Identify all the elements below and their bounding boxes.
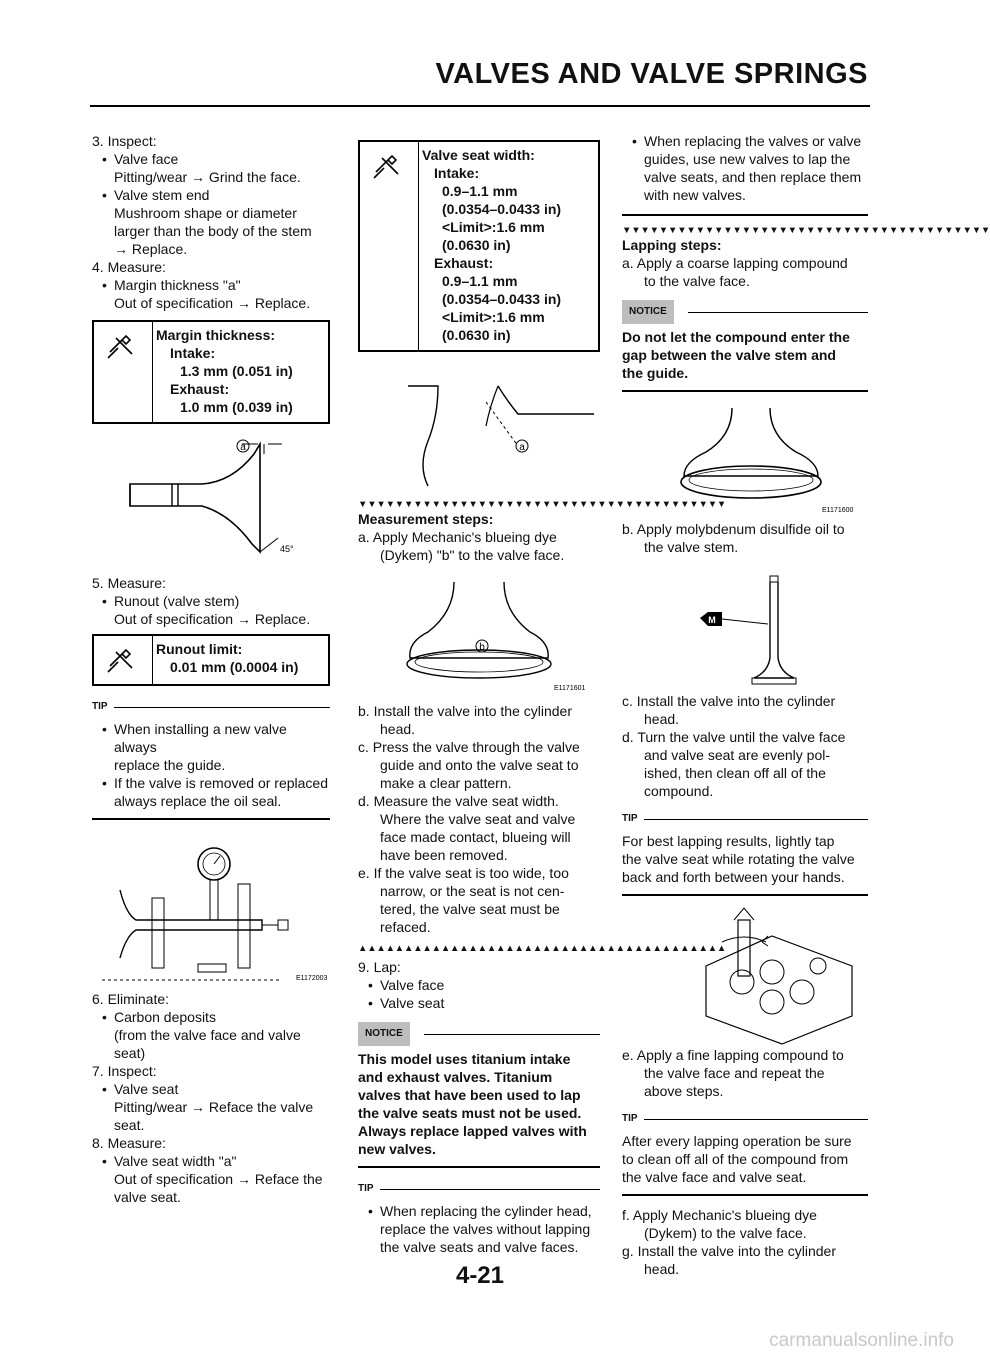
text-line: always replace the oil seal.: [114, 793, 282, 809]
notice-block-2: [622, 300, 868, 392]
step-7-heading: 7. Inspect:: [92, 1063, 157, 1079]
notice-line: the valve seats must not be used.: [358, 1105, 582, 1121]
lapping-step-a: a. Apply a coarse lapping compound to the valve face.: [622, 255, 848, 289]
text-line: seat): [114, 1045, 146, 1061]
notice-line: Always replace lapped valves with: [358, 1123, 587, 1139]
wrench-icon: [372, 152, 406, 182]
tip-line: to clean off all of the compound from: [622, 1151, 849, 1167]
runout-diagram: [92, 834, 330, 984]
angle-label: 45°: [280, 544, 294, 554]
spec-box-runout-limit: [92, 634, 330, 686]
text-line: replace the valves without lapping: [380, 1221, 591, 1237]
figure-label-a: a: [519, 442, 525, 453]
notice-line: gap between the valve stem and: [622, 347, 836, 363]
spec-line: Intake:: [170, 345, 216, 361]
text-line: with new valves.: [644, 187, 746, 203]
measurement-step-d: d. Measure the valve seat width. Where the valve seat and valve face made contact, blueing will have been removed.: [358, 793, 576, 863]
figure-runout: [92, 834, 330, 984]
lapping-step-e: e. Apply a fine lapping compound to the valve face and repeat the above steps.: [622, 1047, 844, 1099]
notice-line: Do not let the compound enter the: [622, 329, 850, 345]
tip-line: the valve face and valve seat.: [622, 1169, 807, 1185]
text-line: Out of specification → Replace.: [114, 611, 311, 627]
notice-badge: NOTICE: [622, 300, 674, 324]
column-1: [92, 132, 330, 1206]
notice-line: new valves.: [358, 1141, 436, 1157]
page-number: 4-21: [455, 1262, 505, 1289]
tip-bullet: • When replacing the cylinder head,: [358, 1202, 600, 1220]
tip-line: For best lapping results, lightly tap: [622, 833, 835, 849]
figure-lapping-tool: [622, 906, 868, 1046]
lapping-step-d: d. Turn the valve until the valve face and valve seat are evenly pol- ished, then clean off all of the compound.: [622, 729, 846, 799]
text-line: Pitting/wear → Reface the valve: [114, 1099, 314, 1115]
valve-margin-diagram: [92, 434, 330, 574]
spec-line: Exhaust:: [170, 381, 230, 397]
lapping-step-f: f. Apply Mechanic's blueing dye (Dykem) to the valve face.: [622, 1207, 817, 1241]
lapping-steps-heading: Lapping steps:: [622, 237, 722, 253]
spec-title: Margin thickness:: [156, 327, 276, 343]
spec-line: Exhaust:: [434, 255, 494, 271]
steps-start-marker: ▼▼▼▼▼▼▼▼▼▼▼▼▼▼▼▼▼▼▼▼▼▼▼▼▼▼▼▼▼▼▼▼▼▼▼▼▼▼▼▼: [358, 499, 727, 510]
bullet-valve-seat-width: • Valve seat width "a": [92, 1152, 330, 1170]
step-6-heading: 6. Eliminate:: [92, 991, 170, 1007]
figure-coarse-compound: [622, 400, 868, 520]
text-line: Mushroom shape or diameter: [114, 205, 297, 221]
figure-code: E1172003: [296, 975, 328, 982]
bullet-valve-seat: • Valve seat: [358, 994, 600, 1012]
text-line: Out of specification → Reface the: [114, 1171, 323, 1187]
measurement-steps-heading: Measurement steps:: [358, 511, 494, 527]
tip-line: back and forth between your hands.: [622, 869, 845, 885]
notice-line: This model uses titanium intake: [358, 1051, 571, 1067]
tip-label: TIP: [92, 701, 108, 712]
steps-start-marker: ▼▼▼▼▼▼▼▼▼▼▼▼▼▼▼▼▼▼▼▼▼▼▼▼▼▼▼▼▼▼▼▼▼▼▼▼▼▼▼▼: [622, 225, 990, 236]
figure-moly-oil: [622, 562, 868, 692]
wrench-icon: [106, 646, 140, 676]
lapping-step-b: b. Apply molybdenum disulfide oil to the valve stem.: [622, 521, 845, 555]
tip-label: TIP: [622, 1113, 638, 1124]
step-3-heading: 3. Inspect:: [92, 133, 157, 149]
watermark-link[interactable]: carmanualsonline.info: [769, 1330, 954, 1351]
text-line: valve seats, and then replace them: [644, 169, 862, 185]
tip-label: TIP: [358, 1183, 374, 1194]
text-line: Pitting/wear → Grind the face.: [114, 169, 301, 185]
step-5-heading: 5. Measure:: [92, 575, 166, 591]
text-line: (from the valve face and valve: [114, 1027, 301, 1043]
tip-line: the valve seat while rotating the valve: [622, 851, 855, 867]
tip-block-2: [358, 1180, 600, 1256]
notice-badge: NOTICE: [358, 1022, 410, 1046]
column-3: [622, 132, 990, 1278]
spec-value: 0.01 mm (0.0004 in): [170, 659, 299, 675]
tip-block-3: [622, 810, 868, 896]
figure-code: E1171601: [554, 685, 586, 692]
spec-value: (0.0630 in): [442, 327, 511, 343]
text-line: Out of specification → Replace.: [114, 295, 311, 311]
bullet-runout: • Runout (valve stem): [92, 592, 330, 610]
spec-value: 1.0 mm (0.039 in): [180, 399, 293, 415]
spec-box-valve-seat-width: [358, 140, 600, 352]
tip-bullet: • When replacing the valves or valve: [622, 132, 868, 150]
step-9-heading: 9. Lap:: [358, 959, 401, 975]
notice-line: valves that have been used to lap: [358, 1087, 581, 1103]
lapping-step-g: g. Install the valve into the cylinder head.: [622, 1243, 837, 1277]
notice-line: the guide.: [622, 365, 689, 381]
figure-margin-thickness: [92, 434, 330, 574]
text-line: the valve seats and valve faces.: [380, 1239, 579, 1255]
measurement-step-a: a. Apply Mechanic's blueing dye (Dykem) "b" to the valve face.: [358, 529, 565, 563]
bullet-margin-thickness: • Margin thickness "a": [92, 276, 330, 294]
figure-label-a: a: [240, 442, 246, 453]
lapping-step-c: c. Install the valve into the cylinder head.: [622, 693, 836, 727]
spec-value: <Limit>:1.6 mm: [442, 309, 545, 325]
figure-code: E1171600: [822, 507, 854, 514]
tip-bullet: • When installing a new valve always: [92, 720, 330, 756]
tip-block-2-continued: [622, 132, 868, 216]
measurement-step-e: e. If the valve seat is too wide, too narrow, or the seat is not cen- tered, the valve seat must be refaced.: [358, 865, 569, 935]
figure-blueing: [358, 572, 600, 702]
notice-block-1: [358, 1022, 600, 1168]
measurement-step-c: c. Press the valve through the valve guide and onto the valve seat to make a clear pattern.: [358, 739, 580, 791]
bullet-valve-stem-end: • Valve stem end: [92, 186, 330, 204]
cylinder-head-diagram: [622, 906, 868, 1046]
spec-box-margin-thickness: [92, 320, 330, 424]
tip-bullet: • If the valve is removed or replaced: [92, 774, 330, 792]
tip-label: TIP: [622, 813, 638, 824]
steps-end-marker: ▲▲▲▲▲▲▲▲▲▲▲▲▲▲▲▲▲▲▲▲▲▲▲▲▲▲▲▲▲▲▲▲▲▲▲▲▲▲▲▲: [358, 943, 727, 954]
bullet-valve-face: • Valve face: [358, 976, 600, 994]
valve-seat-diagram: [358, 366, 600, 496]
text-line: valve seat.: [114, 1189, 181, 1205]
header-rule: [90, 105, 870, 107]
bullet-valve-seat: • Valve seat: [92, 1080, 330, 1098]
tip-block-4: [622, 1110, 868, 1196]
spec-title: Valve seat width:: [422, 147, 535, 163]
step-4-heading: 4. Measure:: [92, 259, 166, 275]
figure-label-b: b: [479, 642, 485, 653]
spec-value: (0.0354–0.0433 in): [442, 291, 562, 307]
spec-value: (0.0354–0.0433 in): [442, 201, 562, 217]
blueing-diagram: [358, 572, 600, 702]
tip-block-1: [92, 698, 330, 820]
bullet-valve-face: • Valve face: [92, 150, 330, 168]
spec-title: Runout limit:: [156, 641, 243, 657]
text-line: → Replace.: [114, 241, 188, 257]
figure-valve-seat-width: [358, 366, 600, 496]
spec-value: 0.9–1.1 mm: [442, 273, 518, 289]
step-8-heading: 8. Measure:: [92, 1135, 166, 1151]
bullet-carbon-deposits: • Carbon deposits: [92, 1008, 330, 1026]
spec-line: Intake:: [434, 165, 480, 181]
wrench-icon: [106, 332, 140, 362]
text-line: seat.: [114, 1117, 145, 1133]
text-line: larger than the body of the stem: [114, 223, 312, 239]
text-line: guides, use new valves to lap the: [644, 151, 851, 167]
valve-stem-diagram: [622, 562, 868, 692]
moly-oil-icon: M: [708, 615, 716, 625]
spec-value: (0.0630 in): [442, 237, 511, 253]
text-line: replace the guide.: [114, 757, 226, 773]
spec-value: 1.3 mm (0.051 in): [180, 363, 293, 379]
page-title: VALVES AND VALVE SPRINGS: [435, 58, 868, 90]
notice-line: and exhaust valves. Titanium: [358, 1069, 553, 1085]
tip-line: After every lapping operation be sure: [622, 1133, 852, 1149]
measurement-step-b: b. Install the valve into the cylinder head.: [358, 703, 573, 737]
spec-value: 0.9–1.1 mm: [442, 183, 518, 199]
valve-face-diagram: [622, 400, 868, 520]
spec-value: <Limit>:1.6 mm: [442, 219, 545, 235]
